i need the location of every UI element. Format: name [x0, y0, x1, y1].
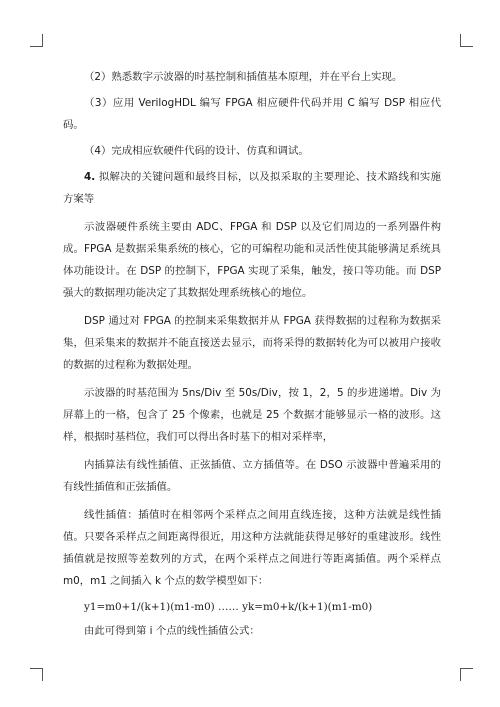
paragraph-interpolation: 内插算法有线性插值、正弦插值、立方插值等。在 DSO 示波器中普遍采用的有线性插值和正弦插值。: [63, 459, 441, 493]
section-heading-text: 拟解决的关键问题和最终目标，以及拟采取的主要理论、技术路线和实施方案等: [63, 171, 441, 205]
crop-mark-top-left: [30, 34, 43, 47]
closing-line: 由此可得到第 i 个点的线性插值公式：: [84, 625, 260, 637]
formula: y1=m0+1/(k+1)(m1-m0) …… yk=m0+k/(k+1)(m1-m0): [84, 601, 373, 613]
list-item-4: （4）完成相应软硬件代码的设计、仿真和调试。: [84, 145, 309, 157]
paragraph-linear-interpolation: 线性插值：插值时在相邻两个采样点之间用直线连接，这种方法就是线性插值。只要各采样点之间距离得很近，用这种方法就能获得足够好的重建波形。线性插值就是按照等差数列的方式，在两个采样点之间进行等距离插值。两个采样点 m0，m1 之间插入 k 个点的数学模型如下：: [63, 509, 441, 587]
document-body: [63, 66, 441, 642]
paragraph-hardware: 示波器硬件系统主要由 ADC、FPGA 和 DSP 以及它们周边的一系列器件构成。FPGA 是数据采集系统的核心，它的可编程功能和灵活性使其能够满足系统具体功能设计。在 DSP 的控制下，FPGA 实现了采集，触发，接口等功能。而 DSP 强大的数据理功能决定了其数据处理系统核心的地位。: [63, 221, 441, 299]
crop-mark-bottom-left: [30, 668, 43, 681]
crop-mark-bottom-right: [460, 668, 473, 681]
list-item-3: （3）应用 VerilogHDL 编写 FPGA 相应硬件代码并用 C 编写 DSP 相应代码。: [63, 97, 441, 131]
list-item-2: （2）熟悉数字示波器的时基控制和插值基本原理，并在平台上实现。: [84, 71, 403, 83]
paragraph-timebase: 示波器的时基范围为 5ns/Div 至 50s/Div，按 1，2，5 的步进递增。Div 为屏幕上的一格，包含了 25 个像素，也就是 25 个数据才能够显示一格的波形。这样，根据时基档位，我们可以得出各时基下的相对采样率，: [63, 387, 441, 443]
paragraph-data-acquisition: DSP 通过对 FPGA 的控制来采集数据并从 FPGA 获得数据的过程称为数据采集，但采集来的数据并不能直接送去显示，而将采得的数据转化为可以被用户接收的数据的过程称为数据处理。: [63, 315, 441, 371]
section-heading: [63, 166, 441, 210]
section-number: 4.: [84, 171, 96, 183]
crop-mark-top-right: [460, 34, 473, 47]
